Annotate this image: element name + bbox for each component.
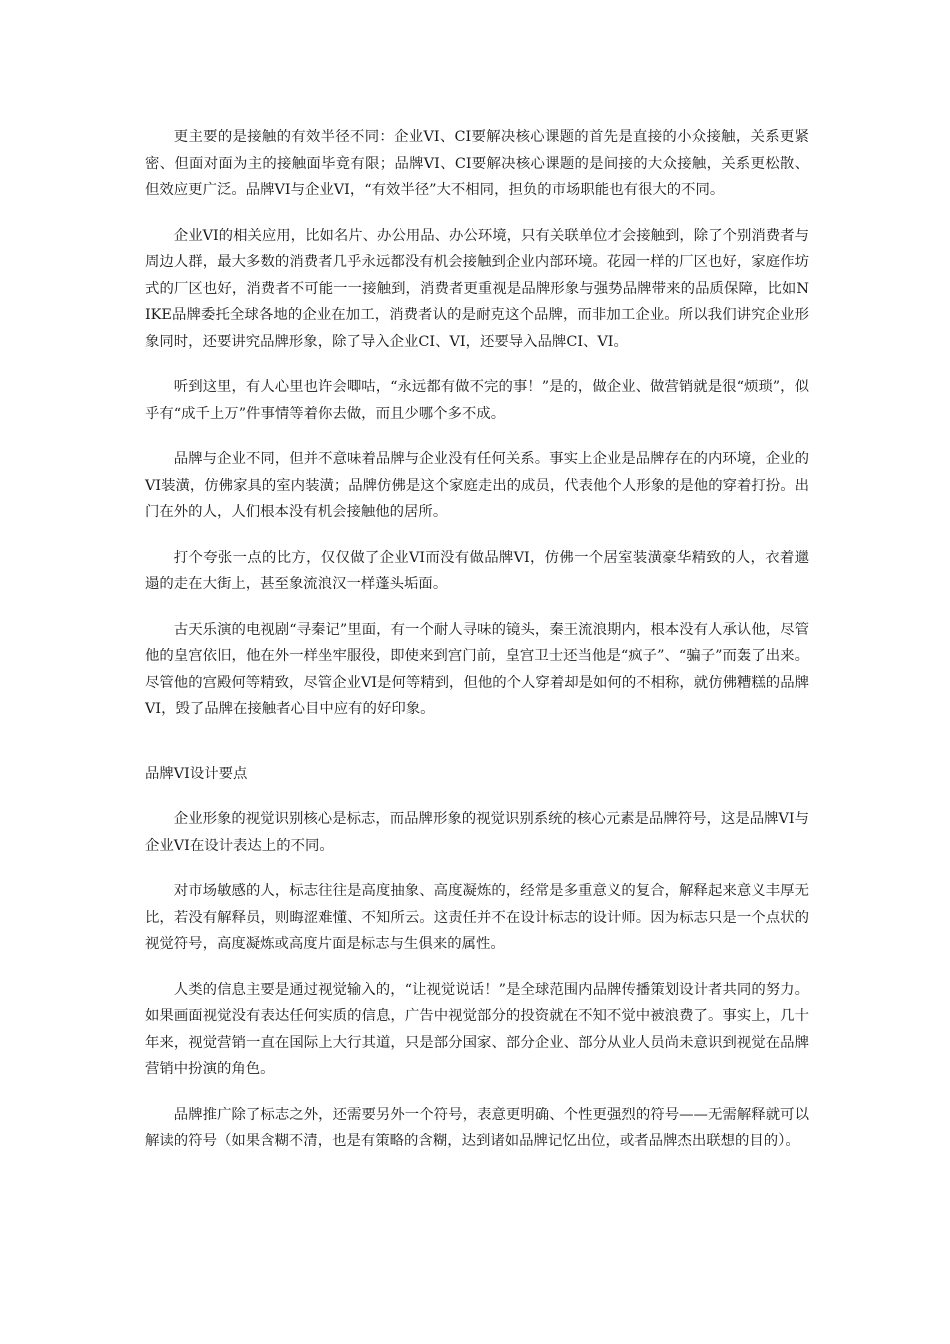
paragraph-gap bbox=[145, 526, 809, 545]
paragraph-another-symbol: 品牌推广除了标志之外，还需要另外一个符号，表意更明确、个性更强烈的符号——无需解释就可以解读的符号（如果含糊不清，也是有策略的含糊，达到诸如品牌记忆出位，或者品牌杰出联想的目的）。 bbox=[145, 1106, 809, 1149]
paragraph-brand-vs-enterprise: 品牌与企业不同，但并不意味着品牌与企业没有任何关系。事实上企业是品牌存在的内环境，企业的VI装潢，仿佛家具的室内装潢；品牌仿佛是这个家庭走出的成员，代表他个人形象的是他的穿着打扮。出门在外的人，人们根本没有机会接触他的居所。 bbox=[145, 451, 809, 520]
document-page bbox=[145, 124, 809, 1155]
paragraph-logo-vs-brand-symbol: 企业形象的视觉识别核心是标志，而品牌形象的视觉识别系统的核心元素是品牌符号，这是品牌VI与企业VI在设计表达上的不同。 bbox=[145, 811, 809, 854]
paragraph-gap bbox=[145, 787, 809, 806]
paragraph-gap bbox=[145, 355, 809, 374]
paragraph-gap bbox=[145, 427, 809, 446]
paragraph-gap bbox=[145, 958, 809, 977]
paragraph-gap bbox=[145, 859, 809, 878]
section-gap bbox=[145, 723, 809, 761]
paragraph-tv-drama-example: 古天乐演的电视剧“寻秦记”里面，有一个耐人寻味的镜头，秦王流浪期内，根本没有人承认他，尽管他的皇宫依旧，他在外一样坐牢服役，即使来到宫门前，皇宫卫士还当他是“疯子”、“骗子”而轰了出来。尽管他的宫殿何等精致，尽管企业VI是何等精到，但他的个人穿着却是如何的不相称，就仿佛糟糕的品牌VI，毁了品牌在接触者心目中应有的好印象。 bbox=[145, 621, 809, 717]
paragraph-logo-abstraction: 对市场敏感的人，标志往往是高度抽象、高度凝炼的，经常是多重意义的复合，解释起来意义丰厚无比，若没有解释员，则晦涩难懂、不知所云。这责任并不在设计标志的设计师。因为标志只是一个点状的视觉符号，高度凝炼或高度片面是标志与生俱来的属性。 bbox=[145, 883, 809, 952]
paragraph-visual-input: 人类的信息主要是通过视觉输入的，“让视觉说话！”是全球范围内品牌传播策划设计者共同的努力。如果画面视觉没有表达任何实质的信息，广告中视觉部分的投资就在不知不觉中被浪费了。事实上，几十年来，视觉营销一直在国际上大行其道，只是部分国家、部分企业、部分从业人员尚未意识到视觉在品牌营销中扮演的角色。 bbox=[145, 981, 809, 1077]
paragraph-exaggerated-analogy: 打个夸张一点的比方，仅仅做了企业VI而没有做品牌VI，仿佛一个居室装潢豪华精致的人，衣着邋遢的走在大街上，甚至象流浪汉一样蓬头垢面。 bbox=[145, 549, 809, 592]
paragraph-gap bbox=[145, 1083, 809, 1102]
paragraph-enterprise-vi-application: 企业VI的相关应用，比如名片、办公用品、办公环境，只有关联单位才会接触到，除了个别消费者与周边人群，最大多数的消费者几乎永远都没有机会接触到企业内部环境。花园一样的厂区也好，家庭作坊式的厂区也好，消费者不可能一一接触到，消费者更重视是品牌形象与强势品牌带来的品质保障，比如NIKE品牌委托全球各地的企业在加工，消费者认的是耐克这个品牌，而非加工企业。所以我们讲究企业形象同时，还要讲究品牌形象，除了导入企业CI、VI，还要导入品牌CI、VI。 bbox=[145, 227, 809, 350]
paragraph-endless-work: 听到这里，有人心里也许会唧咕，“永远都有做不完的事！”是的，做企业、做营销就是很“烦琐”，似乎有“成千上万”件事情等着你去做，而且少哪个多不成。 bbox=[145, 379, 809, 422]
paragraph-gap bbox=[145, 204, 809, 223]
paragraph-gap bbox=[145, 598, 809, 617]
paragraph-effective-radius: 更主要的是接触的有效半径不同：企业VI、CI要解决核心课题的首先是直接的小众接触，关系更紧密、但面对面为主的接触面毕竟有限；品牌VI、CI要解决核心课题的是间接的大众接触，关系更松散、但效应更广泛。品牌VI与企业VI，“有效半径”大不相同，担负的市场职能也有很大的不同。 bbox=[145, 129, 809, 198]
section-heading: 品牌VI设计要点 bbox=[145, 765, 248, 782]
